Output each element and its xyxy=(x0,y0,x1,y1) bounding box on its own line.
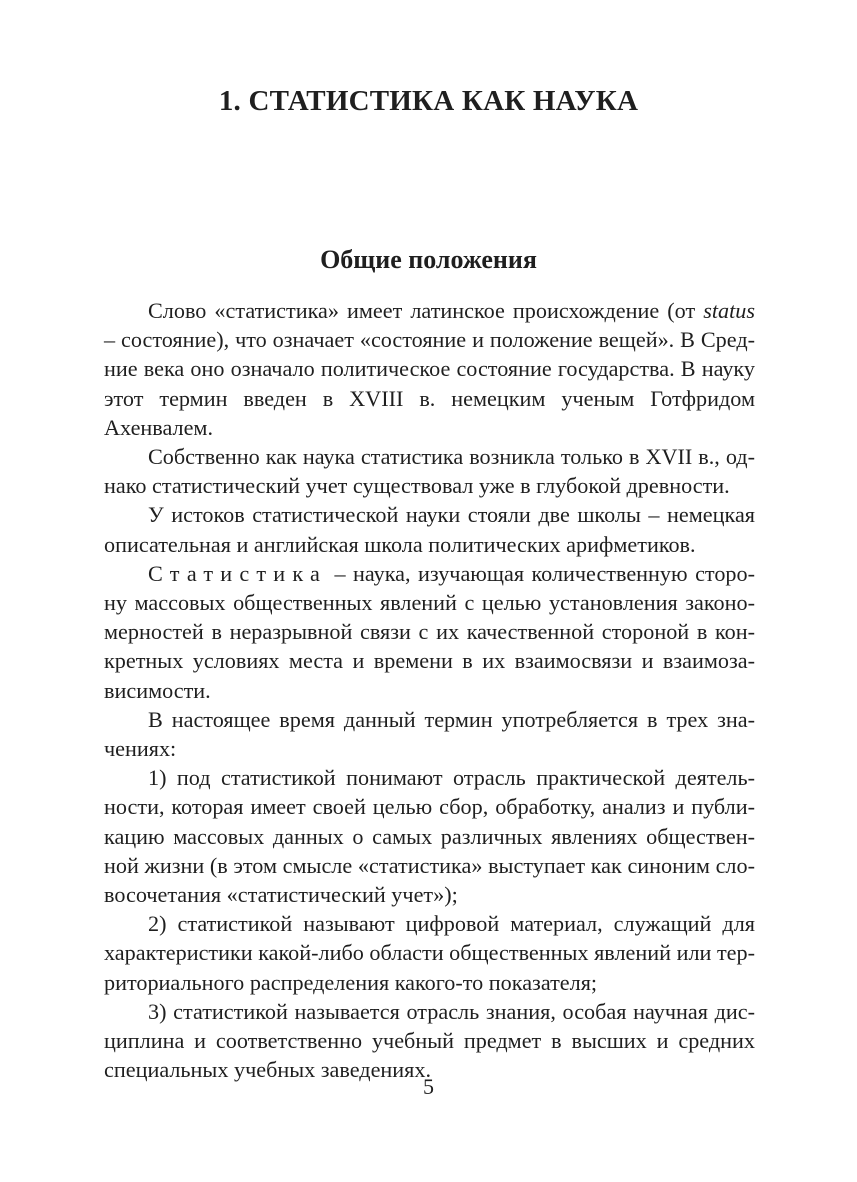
paragraph-1-italic-term: status xyxy=(703,298,755,323)
paragraph-4 xyxy=(104,559,755,705)
paragraph-4-spaced-term: Статистика xyxy=(148,560,328,586)
section-title: Общие положения xyxy=(320,245,537,274)
paragraph-4-rest: – наука, изучающая количественную сторону массовых общественных явлений с целью установления закономерностей в неразрывной связи с их качественной стороной в конкретных условиях места и времени в их взаимосвязи и взаимозависимости. xyxy=(104,560,755,703)
paragraph-1-start: Слово «статистика» имеет латинское происхождение (от xyxy=(148,298,704,323)
chapter-title: 1. СТАТИСТИКА КАК НАУКА xyxy=(218,85,639,117)
paragraph-1 xyxy=(104,296,755,442)
paragraph-5: В настоящее время данный термин употребляется в трех значениях: xyxy=(104,706,755,762)
paragraph-3: У истоков статистической науки стояли две школы – немецкая описательная и английская школа политических арифметиков. xyxy=(104,502,755,557)
paragraph-2: Собственно как наука статистика возникла только в XVII в., однако статистический учет существовал уже в глубокой древности. xyxy=(104,444,755,499)
list-item-3: 3) статистикой называется отрасль знания, особая научная дисциплина и соответственно учебный предмет в высших и средних специальных учебных заведениях. xyxy=(104,998,755,1083)
page-number: 5 xyxy=(423,1074,434,1099)
paragraph-1-end: – состояние), что означает «состояние и положение вещей». В Средние века оно означало политическое состояние государства. В науку этот термин введен в XVIII в. немецким ученым Готфридом Ахенвалем. xyxy=(104,327,755,440)
list-item-1: 1) под статистикой понимают отрасль практической деятельности, которая имеет своей целью сбор, обработку, анализ и публикацию массовых данных о самых различных явлениях общественной жизни (в этом смысле «статистика» выступает как синоним словосочетания «статистический учет»); xyxy=(104,765,755,908)
body-text xyxy=(104,296,755,1084)
list-item-2: 2) статистикой называют цифровой материал, служащий для характеристики какой-либо области общественных явлений или территориального распределения какого-то показателя; xyxy=(104,911,755,995)
